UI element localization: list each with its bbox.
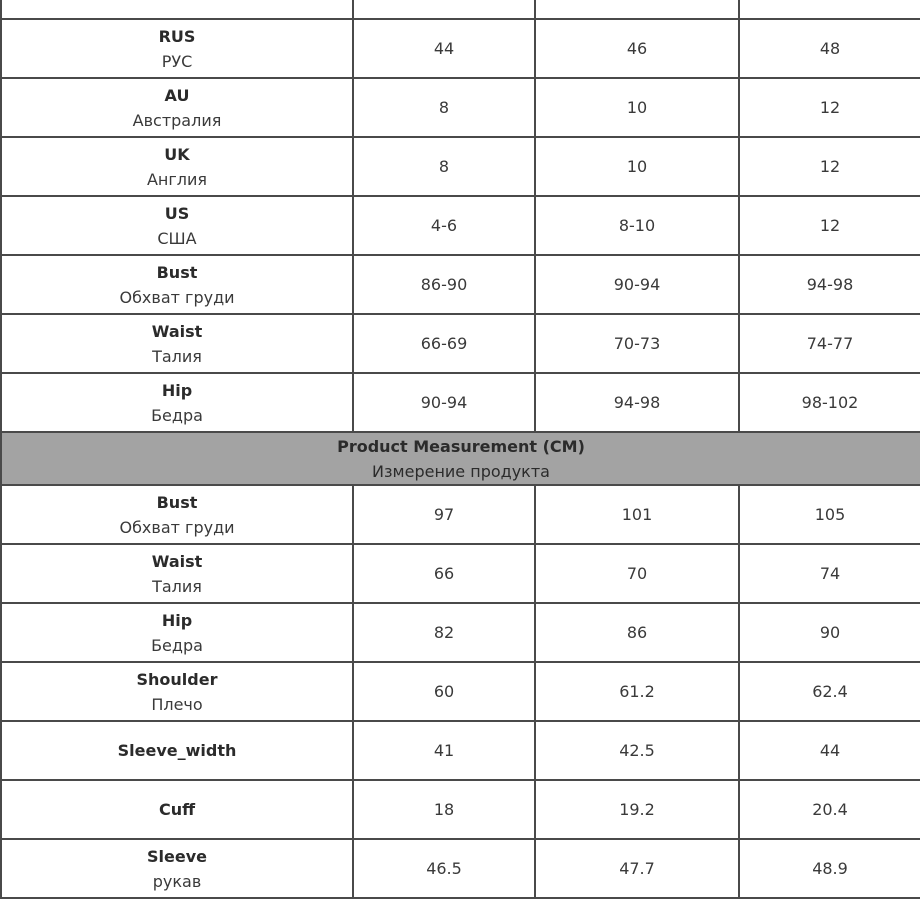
size-cell-l: 98-102: [739, 373, 920, 432]
size-cell-m: 10: [535, 78, 739, 137]
size-cell-m: 70-73: [535, 314, 739, 373]
section-header-row: [1, 432, 920, 485]
size-cell-m: 8-10: [535, 196, 739, 255]
row-label-ru: Австралия: [132, 110, 222, 130]
row-label-uk: [1, 137, 353, 196]
size-cell-l: [739, 0, 920, 19]
size-cell-l: 44: [739, 721, 920, 780]
section-title-ru: Измерение продукта: [372, 461, 550, 481]
row-label-product-hip: [1, 603, 353, 662]
row-label-sleeve-width: [1, 721, 353, 780]
row-label-ru: рукав: [152, 871, 202, 891]
table-row: [1, 373, 920, 432]
size-cell-m: 46: [535, 19, 739, 78]
size-cell-s: 66: [353, 544, 535, 603]
row-label-product-bust: [1, 485, 353, 544]
row-label-ru: Плечо: [151, 694, 203, 714]
row-label-ru: [2, 0, 352, 2]
row-label-ru: Талия: [152, 576, 202, 596]
row-label-ru: Талия: [152, 346, 202, 366]
size-cell-l: 105: [739, 485, 920, 544]
row-label-en: UK: [164, 144, 190, 164]
size-cell-s: 8: [353, 137, 535, 196]
table-row: [1, 137, 920, 196]
row-label-en: Bust: [156, 262, 198, 282]
size-cell-s: 97: [353, 485, 535, 544]
size-cell-s: 86-90: [353, 255, 535, 314]
table-row: [1, 255, 920, 314]
table-row: [1, 780, 920, 839]
row-label-en: Hip: [161, 610, 193, 630]
row-label-ru: Бедра: [151, 405, 203, 425]
size-cell-m: 47.7: [535, 839, 739, 898]
size-cell-s: 90-94: [353, 373, 535, 432]
size-cell-s: 18: [353, 780, 535, 839]
size-cell-l: 48.9: [739, 839, 920, 898]
table-row: [1, 0, 920, 19]
size-cell-m: [535, 0, 739, 19]
row-label-en: Waist: [151, 551, 203, 571]
row-label-en: AU: [164, 85, 190, 105]
size-cell-m: 61.2: [535, 662, 739, 721]
row-label-rus: [1, 19, 353, 78]
row-label-en: Sleeve_width: [117, 741, 237, 760]
size-cell-l: 90: [739, 603, 920, 662]
table-row: [1, 721, 920, 780]
size-cell-s: 4-6: [353, 196, 535, 255]
row-label-en: RUS: [158, 26, 196, 46]
size-cell-m: 94-98: [535, 373, 739, 432]
size-cell-m: 42.5: [535, 721, 739, 780]
row-label-cuff: [1, 780, 353, 839]
size-cell-l: 62.4: [739, 662, 920, 721]
row-label-waist: [1, 314, 353, 373]
size-cell-m: 10: [535, 137, 739, 196]
section-header: [1, 432, 920, 485]
row-label-ru: Обхват груди: [119, 517, 235, 537]
row-label-shoulder: [1, 662, 353, 721]
row-label-en: Sleeve: [147, 846, 207, 866]
table-row: [1, 485, 920, 544]
size-cell-m: 86: [535, 603, 739, 662]
row-label-product-waist: [1, 544, 353, 603]
table-row: [1, 544, 920, 603]
row-label-ru: США: [157, 228, 197, 248]
size-cell-l: 20.4: [739, 780, 920, 839]
section-title-en: Product Measurement (CM): [337, 436, 585, 456]
size-cell-l: 94-98: [739, 255, 920, 314]
table-row: [1, 603, 920, 662]
row-label-ru: РУС: [161, 51, 193, 71]
size-cell-l: 48: [739, 19, 920, 78]
table-row: [1, 662, 920, 721]
row-label-europe: [1, 0, 353, 19]
table-row: [1, 196, 920, 255]
row-label-ru: Обхват груди: [119, 287, 235, 307]
size-cell-s: 41: [353, 721, 535, 780]
row-label-en: Hip: [161, 380, 193, 400]
row-label-sleeve: [1, 839, 353, 898]
row-label-bust: [1, 255, 353, 314]
size-cell-m: 70: [535, 544, 739, 603]
row-label-hip: [1, 373, 353, 432]
table-row: [1, 19, 920, 78]
size-cell-l: 74: [739, 544, 920, 603]
row-label-ru: Англия: [146, 169, 208, 189]
size-cell-l: 12: [739, 137, 920, 196]
size-cell-s: [353, 0, 535, 19]
row-label-en: US: [164, 203, 190, 223]
row-label-us: [1, 196, 353, 255]
size-cell-s: 82: [353, 603, 535, 662]
size-table-body: [1, 0, 920, 898]
size-cell-s: 8: [353, 78, 535, 137]
size-cell-l: 74-77: [739, 314, 920, 373]
size-cell-s: 60: [353, 662, 535, 721]
size-cell-l: 12: [739, 78, 920, 137]
row-label-ru: Бедра: [151, 635, 203, 655]
row-label-en: Waist: [151, 321, 203, 341]
size-cell-s: 44: [353, 19, 535, 78]
size-cell-s: 46.5: [353, 839, 535, 898]
row-label-au: [1, 78, 353, 137]
size-cell-m: 19.2: [535, 780, 739, 839]
table-row: [1, 314, 920, 373]
row-label-en: Bust: [156, 492, 198, 512]
size-cell-m: 90-94: [535, 255, 739, 314]
size-cell-s: 66-69: [353, 314, 535, 373]
row-label-en: Shoulder: [136, 669, 218, 689]
size-cell-m: 101: [535, 485, 739, 544]
table-row: [1, 78, 920, 137]
row-label-en: Cuff: [158, 800, 196, 819]
size-cell-l: 12: [739, 196, 920, 255]
table-row: [1, 839, 920, 898]
